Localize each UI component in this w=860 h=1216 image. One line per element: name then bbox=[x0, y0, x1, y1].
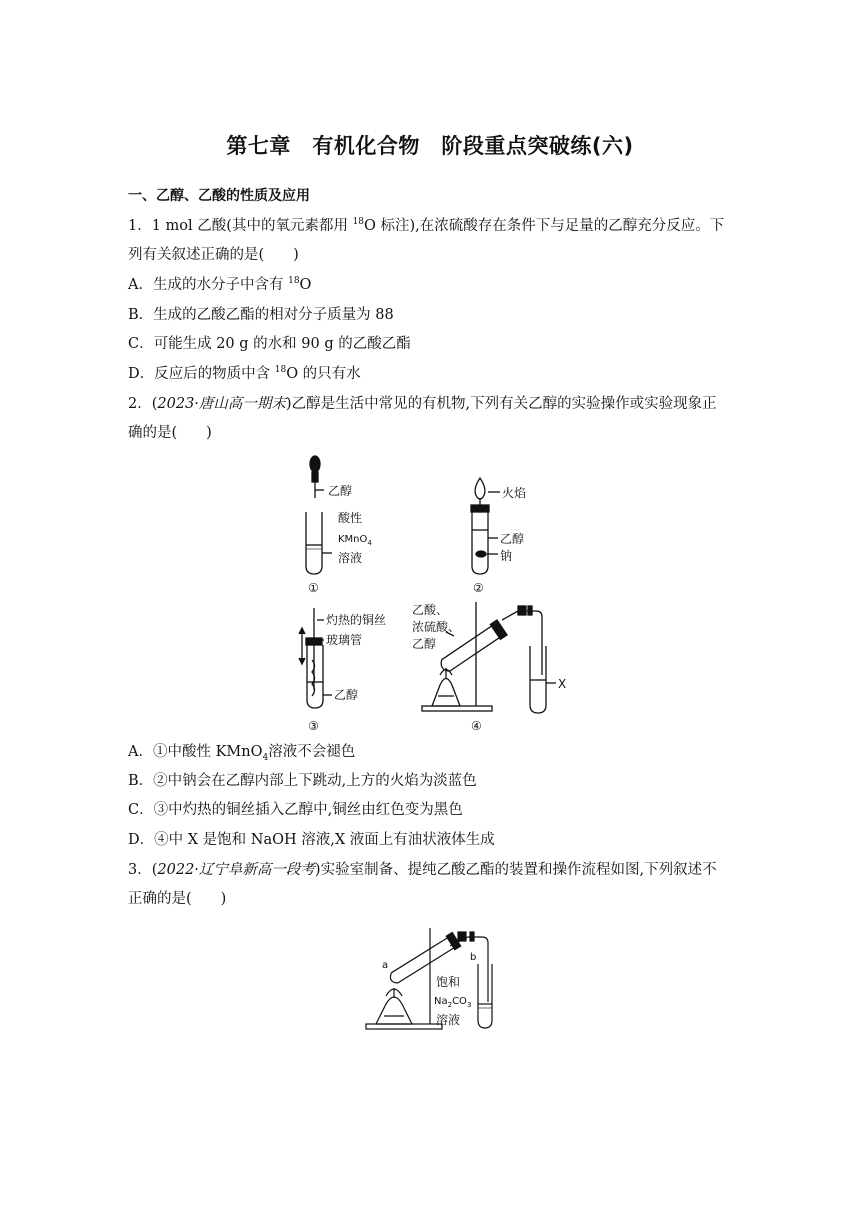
q1-option-a bbox=[128, 275, 311, 295]
fig-num4: ④ bbox=[471, 719, 482, 733]
q1-optA-b: O bbox=[299, 277, 312, 293]
fig-l2-sodium: 钠 bbox=[500, 549, 513, 563]
fig-l2-ethanol: 乙醇 bbox=[500, 532, 525, 546]
fig3-s2: $Na_2CO_3$ bbox=[434, 996, 472, 1009]
section-heading: 一、乙醇、乙酸的性质及应用 bbox=[128, 188, 310, 204]
fig-l4-a: 乙酸、 bbox=[412, 603, 449, 617]
fig-l1-ethanol: 乙醇 bbox=[328, 484, 353, 498]
q1-optA-a: A．生成的水分子中含有 bbox=[128, 277, 289, 293]
fig-l1-reagent3: 溶液 bbox=[338, 551, 363, 565]
fig3-s1: 饱和 bbox=[436, 975, 461, 989]
q1-stem-line2: 列有关叙述正确的是( ) bbox=[128, 247, 299, 263]
q2-optA-a: A．①中酸性 KMnO bbox=[128, 744, 263, 760]
q3-source: 2022·辽宁阜新高一段考 bbox=[157, 862, 315, 878]
q1-optA-isotope: 18 bbox=[288, 276, 300, 286]
fig-l4-x: X bbox=[558, 677, 567, 691]
fig3-s3: 溶液 bbox=[436, 1013, 461, 1027]
q1-option-d bbox=[128, 364, 361, 384]
q2-option-a bbox=[128, 742, 355, 762]
q1-optD-b: O 的只有水 bbox=[286, 366, 361, 382]
fig-num1: ① bbox=[308, 581, 319, 595]
q2-option-c: C．③中灼热的铜丝插入乙醇中,铜丝由红色变为黑色 bbox=[128, 802, 463, 818]
fig-l2-flame: 火焰 bbox=[502, 486, 527, 500]
q2-stem-a: )乙醇是生活中常见的有机物,下列有关乙醇的实验操作或实验现象正 bbox=[285, 396, 717, 412]
fig3-label-b: b bbox=[470, 952, 477, 963]
fig3-label-a: a bbox=[382, 960, 389, 971]
fig-l1-reagent1: 酸性 bbox=[338, 511, 363, 525]
q2-stem-line2: 确的是( ) bbox=[128, 425, 212, 441]
q1-isotope: 18 bbox=[352, 217, 365, 227]
q3-stem bbox=[128, 860, 717, 880]
q2-option-d: D．④中 X 是饱和 NaOH 溶液,X 液面上有油状液体生成 bbox=[128, 832, 495, 848]
fig-l3-tube: 玻璃管 bbox=[326, 633, 363, 647]
q1-option-b: B．生成的乙酸乙酯的相对分子质量为 88 bbox=[128, 307, 394, 323]
q3-apparatus-figure bbox=[360, 920, 510, 1035]
q1-stem-b: O 标注),在浓硫酸存在条件下与足量的乙醇充分反应。下 bbox=[364, 218, 725, 234]
fig-l3-wire: 灼热的铜丝 bbox=[326, 613, 387, 627]
q3-num: 3．( bbox=[128, 862, 158, 878]
q1-option-c: C．可能生成 20 g 的水和 90 g 的乙酸乙酯 bbox=[128, 336, 411, 352]
page-title: 第七章 有机化合物 阶段重点突破练(六) bbox=[226, 134, 634, 158]
fig-l4-b: 浓硫酸、 bbox=[412, 620, 461, 634]
fig-l3-ethanol: 乙醇 bbox=[334, 688, 359, 702]
q1-stem bbox=[128, 216, 724, 236]
q2-optA-b: 溶液不会褪色 bbox=[268, 744, 356, 760]
fig-l4-c: 乙醇 bbox=[412, 637, 437, 651]
fig-l1-reagent2: KMnO$_4$ bbox=[338, 534, 372, 547]
q1-optD-a: D．反应后的物质中含 bbox=[128, 366, 275, 382]
q3-stem-line2: 正确的是( ) bbox=[128, 891, 227, 907]
fig-num3: ③ bbox=[308, 719, 319, 733]
q2-stem bbox=[128, 394, 717, 414]
fig-num2: ② bbox=[473, 581, 484, 595]
q3-stem-a: )实验室制备、提纯乙酸乙酯的装置和操作流程如图,下列叙述不 bbox=[314, 862, 717, 878]
q1-optD-isotope: 18 bbox=[274, 365, 287, 375]
q2-optA-sub: 4 bbox=[262, 752, 269, 763]
q2-apparatus-figure bbox=[290, 450, 580, 735]
q2-source: 2023·唐山高一期末 bbox=[157, 396, 286, 412]
q1-stem-a: 1．1 mol 乙酸(其中的氧元素都用 bbox=[128, 218, 353, 234]
q2-option-b: B．②中钠会在乙醇内部上下跳动,上方的火焰为淡蓝色 bbox=[128, 773, 477, 789]
q2-num: 2．( bbox=[128, 396, 158, 412]
